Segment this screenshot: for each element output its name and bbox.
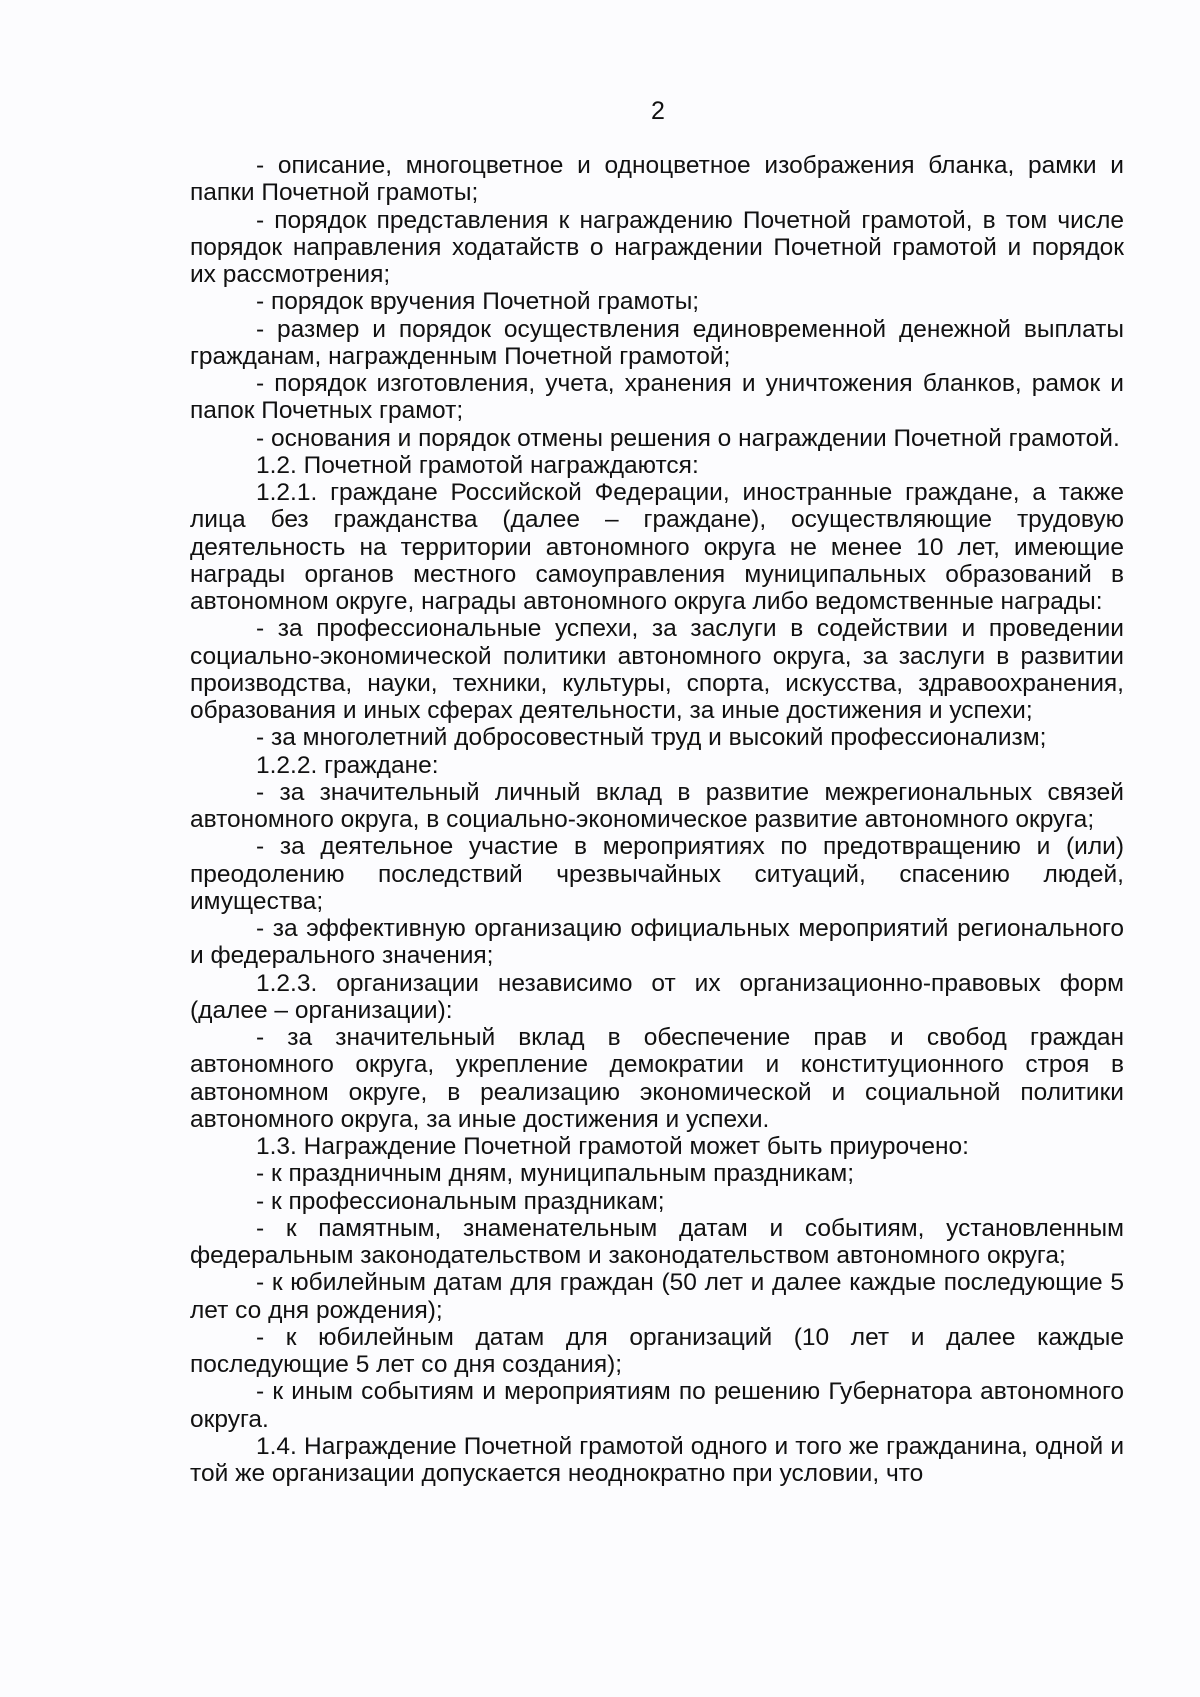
paragraph: - к юбилейным датам для организаций (10 лет и далее каждые последующие 5 лет со дня создания); <box>190 1323 1124 1378</box>
paragraph: 1.2.3. организации независимо от их организационно-правовых форм (далее – организации): <box>190 969 1124 1024</box>
paragraph: - порядок изготовления, учета, хранения и уничтожения бланков, рамок и папок Почетных грамот; <box>190 370 1124 425</box>
paragraph: - к профессиональным праздникам; <box>256 1187 665 1215</box>
paragraph: - порядок вручения Почетной грамоты; <box>256 288 700 316</box>
paragraph: - за значительный личный вклад в развитие межрегиональных связей автономного округа, в социально-экономическое развитие автономного округа; <box>190 778 1124 833</box>
paragraph: - за многолетний добросовестный труд и высокий профессионализм; <box>256 724 1047 752</box>
paragraph: - к иным событиям и мероприятиям по решению Губернатора автономного округа. <box>190 1378 1124 1433</box>
paragraph: - к праздничным дням, муниципальным праздникам; <box>256 1160 855 1188</box>
paragraph: - порядок представления к награждению Почетной грамотой, в том числе порядок направления ходатайств о награждении Почетной грамотой и порядок их рассмотрения; <box>190 206 1124 288</box>
paragraph: - за профессиональные успехи, за заслуги в содействии и проведении социально-экономической политики автономного округа, за заслуги в развитии производства, науки, техники, культуры, спорта, искусства, здравоохранения, образования и иных сферах деятельности, за иные достижения и успехи; <box>190 615 1124 724</box>
paragraph: 1.2.1. граждане Российской Федерации, иностранные граждане, а также лица без гражданства (далее – граждане), осуществляющие трудовую деятельность на территории автономного округа не менее 10 лет, имеющие награды органов местного самоуправления муниципальных образований в автономном округе, награды автономного округа либо ведомственные награды: <box>190 479 1124 615</box>
paragraph: 1.4. Награждение Почетной грамотой одного и того же гражданина, одной и той же организации допускается неоднократно при условии, что <box>190 1432 1124 1487</box>
paragraph: - за деятельное участие в мероприятиях по предотвращению и (или) преодолению последствий чрезвычайных ситуаций, спасению людей, имущества; <box>190 833 1124 915</box>
paragraph: 1.2.2. граждане: <box>256 751 439 779</box>
document-body <box>190 152 1124 1487</box>
paragraph: - к памятным, знаменательным датам и событиям, установленным федеральным законодательством и законодательством автономного округа; <box>190 1214 1124 1269</box>
paragraph: - описание, многоцветное и одноцветное изображения бланка, рамки и папки Почетной грамоты; <box>190 152 1124 207</box>
paragraph: - за значительный вклад в обеспечение прав и свобод граждан автономного округа, укрепление демократии и конституционного строя в автономном округе, в реализацию экономической и социальной политики автономного округа, за иные достижения и успехи. <box>190 1024 1124 1133</box>
paragraph: 1.3. Награждение Почетной грамотой может быть приурочено: <box>256 1133 969 1160</box>
paragraph: - к юбилейным датам для граждан (50 лет и далее каждые последующие 5 лет со дня рождения); <box>190 1269 1124 1324</box>
page-number: 2 <box>651 97 665 125</box>
paragraph: 1.2. Почетной грамотой награждаются: <box>256 451 699 479</box>
paragraph: - размер и порядок осуществления единовременной денежной выплаты гражданам, награжденным Почетной грамотой; <box>190 315 1124 370</box>
paragraph: - основания и порядок отмены решения о награждении Почетной грамотой. <box>256 424 1120 452</box>
paragraph: - за эффективную организацию официальных мероприятий регионального и федерального значения; <box>190 915 1124 970</box>
